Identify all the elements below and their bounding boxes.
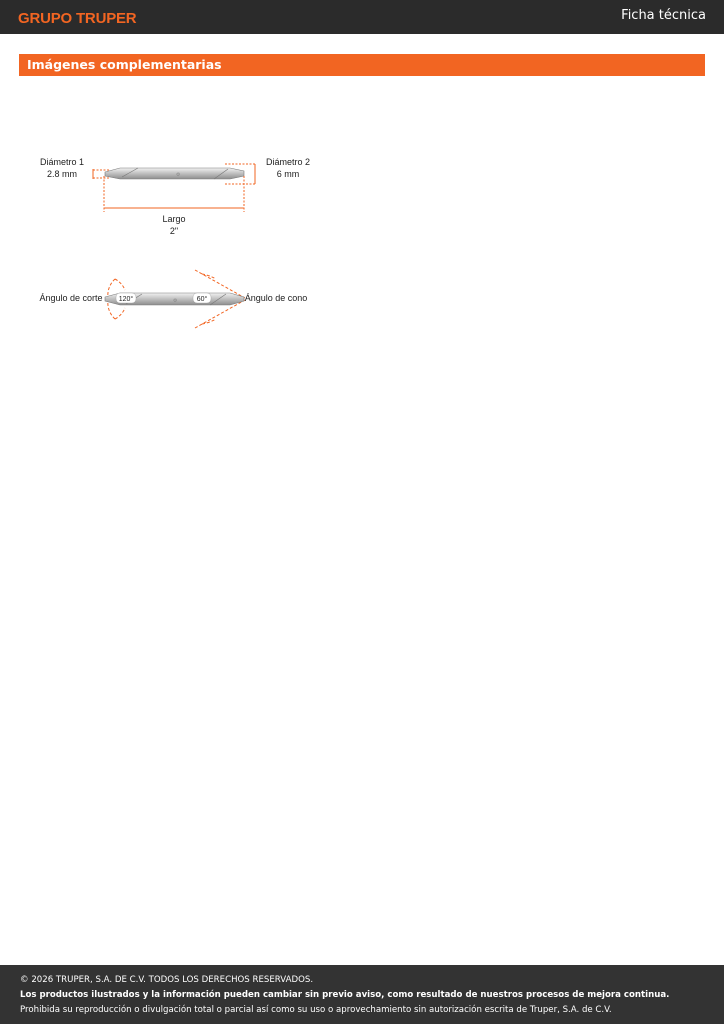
- svg-text:⚙: ⚙: [173, 298, 178, 304]
- footer-notice: Los productos ilustrados y la información pueden cambiar sin previo aviso, como resultado de nuestros procesos de mejora continua.: [20, 990, 670, 1000]
- footer-copyright: © 2026 TRUPER, S.A. DE C.V. TODOS LOS DERECHOS RESERVADOS.: [20, 975, 314, 985]
- cut-angle-value: 120°: [118, 296, 134, 303]
- drill-angles-figure: [30, 265, 330, 335]
- cone-angle-value: 60°: [196, 296, 208, 303]
- drill-dimensions-figure: [30, 150, 330, 240]
- diameter1-value: 2.8 mm: [46, 169, 78, 179]
- diameter2-label: Diámetro 2: [265, 157, 311, 167]
- svg-text:⚙: ⚙: [176, 172, 181, 178]
- cone-angle-label: Ángulo de cono: [244, 293, 308, 303]
- length-marker: [104, 176, 244, 212]
- length-value: 2": [169, 226, 179, 236]
- drill-bit-image: [105, 168, 244, 179]
- footer-disclaimer: Prohibida su reproducción o divulgación total o parcial así como su uso o aprovechamiento sin autorización escrita de Truper, S.A. de C.V.: [20, 1005, 612, 1015]
- cut-angle-label: Ángulo de corte: [39, 293, 103, 303]
- top-header-bar: [0, 0, 724, 34]
- page-footer: [0, 965, 724, 1024]
- section-title: Imágenes complementarias: [27, 57, 222, 72]
- section-header: [19, 54, 705, 76]
- document-type-label: Ficha técnica: [621, 8, 706, 23]
- diameter1-label: Diámetro 1: [39, 157, 85, 167]
- diameter2-value: 6 mm: [276, 169, 300, 179]
- length-label: Largo: [162, 214, 186, 224]
- brand-logo: GRUPO TRUPER: [18, 10, 137, 27]
